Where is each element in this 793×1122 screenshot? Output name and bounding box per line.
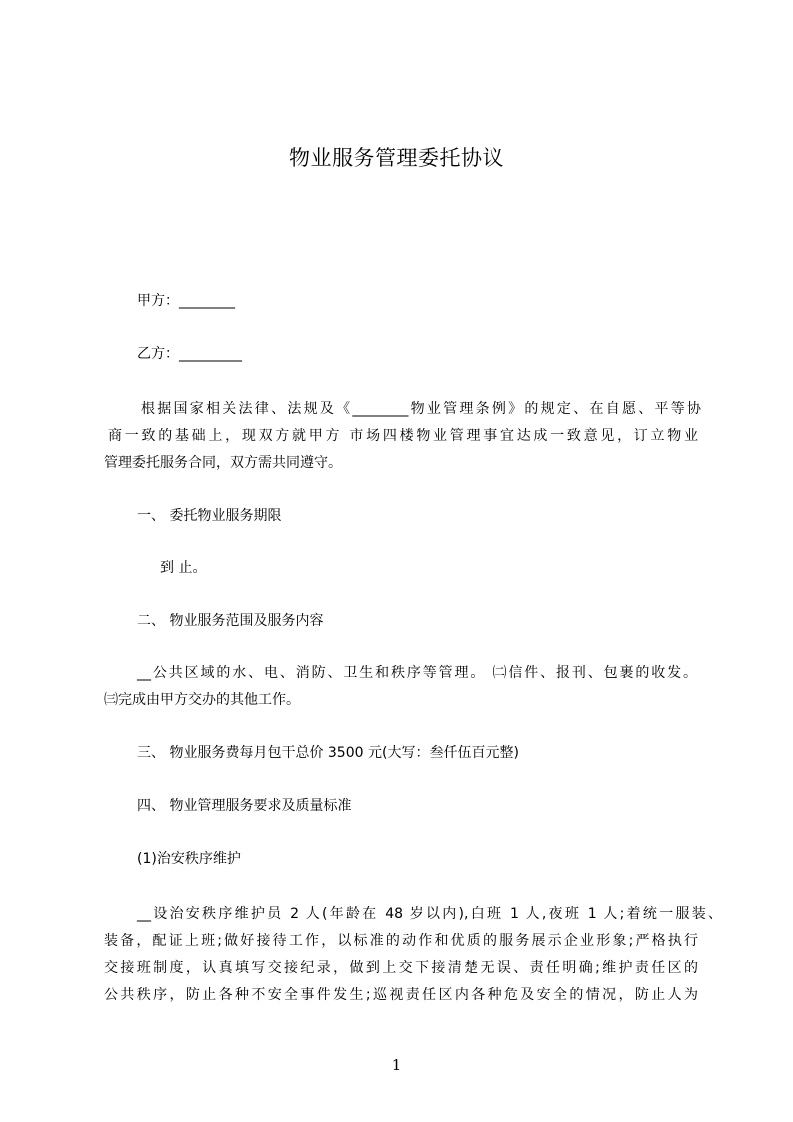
subsection-1-line-2: 装备，配证上班;做好接待工作，以标准的动作和优质的服务展示企业形象;严格执行 — [104, 933, 698, 949]
section-2-line-2: ㈢完成由甲方交办的其他工作。 — [104, 692, 300, 708]
subsection-1-line-4: 公共秩序，防止各种不安全事件发生;巡视责任区内各种危及安全的情况，防止人为 — [104, 987, 698, 1003]
party-b-line: 乙方：_________ — [137, 346, 242, 362]
section-4-heading: 四、 物业管理服务要求及质量标准 — [137, 798, 352, 814]
document-title: 物业服务管理委托协议 — [289, 146, 504, 170]
subsection-1-heading: (1)治安秩序维护 — [137, 851, 241, 867]
page-number: 1 — [391, 1056, 402, 1074]
subsection-1-line-3: 交接班制度，认真填写交接纪录，做到上交下接清楚无误、责任明确;维护责任区的 — [104, 960, 698, 976]
section-2-line-1: __公共区域的水、电、消防、卫生和秩序等管理。 ㈡信件、报刊、包裹的收发。 — [137, 665, 697, 681]
section-1-heading: 一、 委托物业服务期限 — [137, 508, 282, 524]
section-2-heading: 二、 物业服务范围及服务内容 — [137, 613, 324, 629]
party-a-line: 甲方：________ — [137, 293, 235, 309]
intro-line-1: 根据国家相关法律、法规及《________物业管理条例》的规定、在自愿、平等协 — [141, 401, 701, 417]
subsection-1-line-1: __设治安秩序维护员 2 人(年龄在 48 岁以内),白班 1 人,夜班 1 人;着统一服装、 — [137, 906, 722, 922]
section-1-text: 到 止。 — [160, 560, 207, 576]
intro-line-2: 商一致的基础上，现双方就甲方 市场四楼物业管理事宜达成一致意见，订立物业 — [108, 428, 698, 444]
section-3-heading: 三、 物业服务费每月包干总价 3500 元(大写：叁仟伍百元整) — [137, 745, 519, 761]
intro-line-3: 管理委托服务合同，双方需共同遵守。 — [104, 455, 342, 471]
